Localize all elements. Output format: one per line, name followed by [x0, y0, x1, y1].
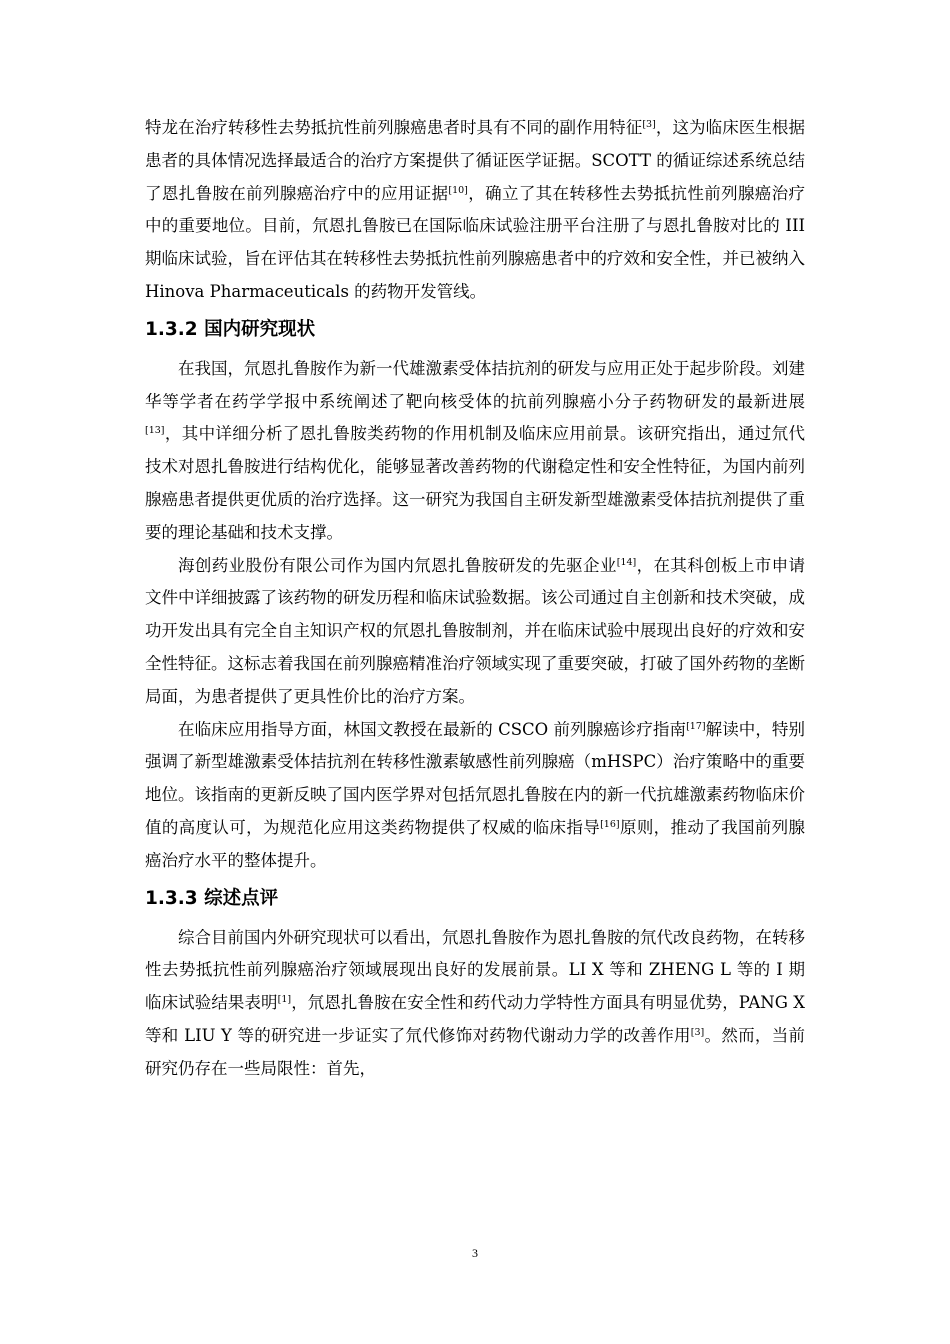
- text-run: 综合目前国内外研究现状可以看出，氘恩扎鲁胺作为恩扎鲁胺的氘代改良药物，在转移性去势抵抗性前列腺癌治疗领域展现出良好的发展前景。LI X 等和 ZHENG L 等的 I 期临床试验结果表明: [145, 927, 805, 1013]
- section-heading: 1.3.2 国内研究现状: [145, 318, 316, 340]
- paragraph: [145, 550, 805, 714]
- citation: [17]: [686, 720, 706, 732]
- text-run: 在我国，氘恩扎鲁胺作为新一代雄激素受体拮抗剂的研发与应用正处于起步阶段。刘建华等学者在药学学报中系统阐述了靶向核受体的抗前列腺癌小分子药物研发的最新进展: [145, 358, 805, 411]
- citation: [13]: [145, 425, 165, 437]
- text-run: ，在其科创板上市申请文件中详细披露了该药物的研发历程和临床试验数据。该公司通过自主创新和技术突破，成功开发出具有完全自主知识产权的氘恩扎鲁胺制剂，并在临床试验中展现出良好的疗效和安全性特征。这标志着我国在前列腺癌精准治疗领域实现了重要突破，打破了国外药物的垄断局面，为患者提供了更具性价比的治疗方案。: [145, 555, 806, 706]
- text-run: 海创药业股份有限公司作为国内氘恩扎鲁胺研发的先驱企业: [178, 555, 617, 575]
- text-run: 。然而，当前研究仍存在一些局限性：首先，: [145, 1025, 806, 1078]
- text-run: ，这为临床医生根据患者的具体情况选择最适合的治疗方案提供了循证医学证据。SCOTT 的循证综述系统总结了恩扎鲁胺在前列腺癌治疗中的应用证据: [145, 118, 806, 203]
- section-heading: 1.3.3 综述点评: [145, 887, 279, 909]
- page-body: [145, 112, 805, 1086]
- text-run: 原则，推动了我国前列腺癌治疗水平的整体提升。: [145, 817, 806, 870]
- text-run: ，氘恩扎鲁胺在安全性和药代动力学特性方面具有明显优势，PANG X 等和 LIU Y 等的研究进一步证实了氘代修饰对药物代谢动力学的改善作用: [145, 993, 806, 1045]
- citation: [3]: [642, 119, 656, 130]
- text-run: ，确立了其在转移性去势抵抗性前列腺癌治疗中的重要地位。目前，氘恩扎鲁胺已在国际临床试验注册平台注册了与恩扎鲁胺对比的 III 期临床试验，旨在评估其在转移性去势抵抗性前列腺癌患者中的疗效和安全性，并已被纳入 Hinova Pharmaceuticals 的药物开发管线。: [145, 183, 806, 301]
- paragraph-continued: [145, 112, 805, 309]
- text-run: 在临床应用指导方面，林国文教授在最新的 CSCO 前列腺癌诊疗指南: [178, 719, 687, 739]
- paragraph: [145, 714, 805, 878]
- page-number: 3: [472, 1246, 478, 1260]
- paragraph: [145, 353, 805, 550]
- citation: [1]: [277, 994, 292, 1006]
- citation: [10]: [448, 184, 468, 196]
- text-run: 解读中，特别强调了新型雄激素受体拮抗剂在转移性激素敏感性前列腺癌（mHSPC）治疗策略中的重要地位。该指南的更新反映了国内医学界对包括氘恩扎鲁胺在内的新一代抗雄激素药物临床价值的高度认可，为规范化应用这类药物提供了权威的临床指导: [145, 719, 806, 837]
- citation: [3]: [690, 1026, 705, 1038]
- citation: [14]: [616, 556, 637, 568]
- paragraph: [145, 922, 805, 1086]
- citation: [16]: [600, 818, 620, 830]
- text-run: 特龙在治疗转移性去势抵抗性前列腺癌患者时具有不同的副作用特征: [145, 118, 643, 137]
- text-run: ，其中详细分析了恩扎鲁胺类药物的作用机制及临床应用前景。该研究指出，通过氘代技术对恩扎鲁胺进行结构优化，能够显著改善药物的代谢稳定性和安全性特征，为国内前列腺癌患者提供更优质的治疗选择。这一研究为我国自主研发新型雄激素受体拮抗剂提供了重要的理论基础和技术支撑。: [145, 424, 805, 542]
